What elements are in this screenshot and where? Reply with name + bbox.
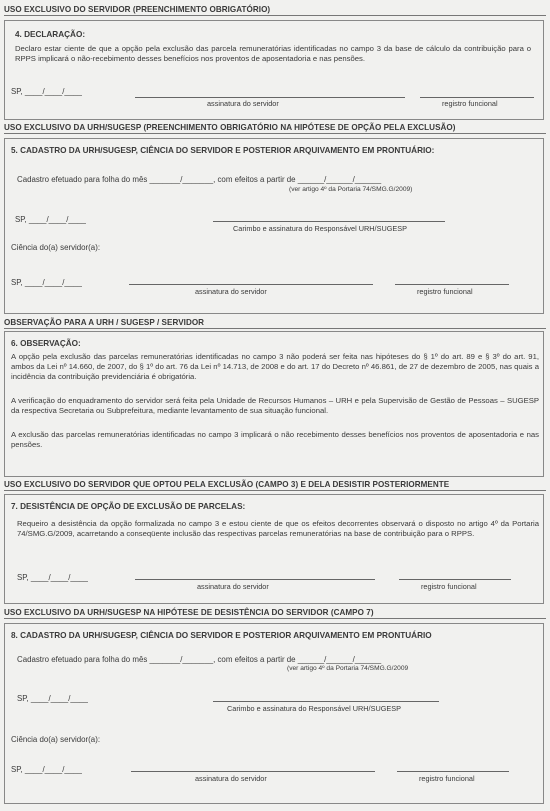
signature-line[interactable]: [129, 284, 373, 285]
desistencia-title: 7. DESISTÊNCIA DE OPÇÃO DE EXCLUSÃO DE PARCELAS:: [11, 502, 246, 511]
registro-line[interactable]: [397, 771, 509, 772]
signature-label: assinatura do servidor: [207, 99, 279, 108]
date-field[interactable]: SP, ____/____/____: [11, 87, 82, 96]
signature-line[interactable]: [131, 771, 375, 772]
section-header-observacao: OBSERVAÇÃO PARA A URH / SUGESP / SERVIDOR: [4, 318, 546, 329]
cadastro2-text[interactable]: Cadastro efetuado para folha do mês _______/_______, com efeitos a partir de ______/______/______: [17, 655, 382, 664]
section-header-urh: USO EXCLUSIVO DA URH/SUGESP (PREENCHIMENTO OBRIGATÓRIO NA HIPÓTESE DE OPÇÃO PELA EXCLUSÃO): [4, 123, 546, 134]
observacao-box: [4, 331, 544, 477]
section-header-servidor: USO EXCLUSIVO DO SERVIDOR (PREENCHIMENTO OBRIGATÓRIO): [4, 5, 546, 16]
observacao-p2: A verificação do enquadramento do servidor será feita pela Unidade de Recursos Humanos – URH e pela Supervisão de Gestão de Pessoas – SUGESP da respectiva Secretaria ou Subprefeitura, mediante levantamento de sua situação funcional.: [11, 396, 539, 415]
declaracao-box: [4, 20, 544, 120]
section-header-urh-desistencia: USO EXCLUSIVO DA URH/SUGESP NA HIPÓTESE DE DESISTÊNCIA DO SERVIDOR (CAMPO 7): [4, 608, 546, 619]
registro-line[interactable]: [395, 284, 509, 285]
desistencia-text: Requeiro a desistência da opção formalizada no campo 3 e estou ciente de que os efeitos decorrentes observará o disposto no artigo 4º da Portaria 74/SMG.G/2009, acarretando a conseqüente inclusão das respectivas parcelas remuneratórias na base de contribuição para o RPPS.: [17, 519, 539, 538]
observacao-title: 6. OBSERVAÇÃO:: [11, 339, 81, 348]
cadastro2-box: [4, 623, 544, 804]
desistencia-box: [4, 494, 544, 604]
ciencia-label: Ciência do(a) servidor(a):: [11, 243, 101, 252]
signature-line[interactable]: [135, 579, 375, 580]
date-field[interactable]: SP, ____/____/____: [15, 215, 86, 224]
cadastro2-ver: (ver artigo 4º da Portaria 74/SMG.G/2009: [287, 665, 409, 672]
observacao-p3: A exclusão das parcelas remuneratórias identificadas no campo 3 implicará o não recebimento desses benefícios nos proventos de aposentadoria e nas pensões.: [11, 430, 539, 449]
signature-label: assinatura do servidor: [195, 287, 267, 296]
date-field[interactable]: SP, ____/____/____: [17, 694, 88, 703]
section-header-desistencia: USO EXCLUSIVO DO SERVIDOR QUE OPTOU PELA EXCLUSÃO (CAMPO 3) E DELA DESISTIR POSTERIORMENTE: [4, 480, 546, 491]
declaracao-text: Declaro estar ciente de que a opção pela exclusão das parcela remuneratórias identificadas no campo 3 da base de cálculo da contribuição para o RPPS implicará o não-recebimento desses benefícios nos proventos de aposentadoria e nas pensões.: [15, 44, 531, 63]
cadastro-ver: (ver artigo 4º da Portaria 74/SMG.G/2009): [289, 186, 413, 193]
cadastro-text[interactable]: Cadastro efetuado para folha do mês _______/_______, com efeitos a partir de ______/______/______: [17, 175, 382, 184]
registro-label: registro funcional: [419, 774, 475, 783]
date-field[interactable]: SP, ____/____/____: [11, 278, 82, 287]
date-field[interactable]: SP, ____/____/____: [17, 573, 88, 582]
ciencia-label: Ciência do(a) servidor(a):: [11, 735, 101, 744]
cadastro-title: 5. CADASTRO DA URH/SUGESP, CIÊNCIA DO SERVIDOR E POSTERIOR ARQUIVAMENTO EM PRONTUÁRIO:: [11, 146, 435, 155]
cadastro2-title: 8. CADASTRO DA URH/SUGESP, CIÊNCIA DO SERVIDOR E POSTERIOR ARQUIVAMENTO EM PRONTUÁRIO: [11, 631, 432, 640]
carimbo-line[interactable]: [213, 701, 439, 702]
declaracao-title: 4. DECLARAÇÃO:: [15, 30, 86, 39]
signature-label: assinatura do servidor: [197, 582, 269, 591]
signature-line[interactable]: [135, 97, 405, 98]
signature-label: assinatura do servidor: [195, 774, 267, 783]
carimbo-label: Carimbo e assinatura do Responsável URH/SUGESP: [233, 224, 407, 233]
carimbo-line[interactable]: [213, 221, 445, 222]
date-field[interactable]: SP, ____/____/____: [11, 765, 82, 774]
registro-label: registro funcional: [421, 582, 477, 591]
registro-line[interactable]: [399, 579, 511, 580]
cadastro-box: [4, 138, 544, 314]
carimbo-label: Carimbo e assinatura do Responsável URH/SUGESP: [227, 704, 401, 713]
observacao-p1: A opção pela exclusão das parcelas remuneratórias identificadas no campo 3 não poderá ser feita nas hipóteses do § 1º do art. 89 e § 3º do art. 91, ambos da Lei nº 14.660, de 2007, do § 1º do art. 76 da Lei nº 14.713, de 2008 e do art. 17 do Decreto nº 46.861, de 27 de dezembro de 2005, nas quais a incidência da contribuição previdenciária é obrigatória.: [11, 352, 539, 381]
registro-line[interactable]: [420, 97, 534, 98]
registro-label: registro funcional: [417, 287, 473, 296]
registro-label: registro funcional: [442, 99, 498, 108]
